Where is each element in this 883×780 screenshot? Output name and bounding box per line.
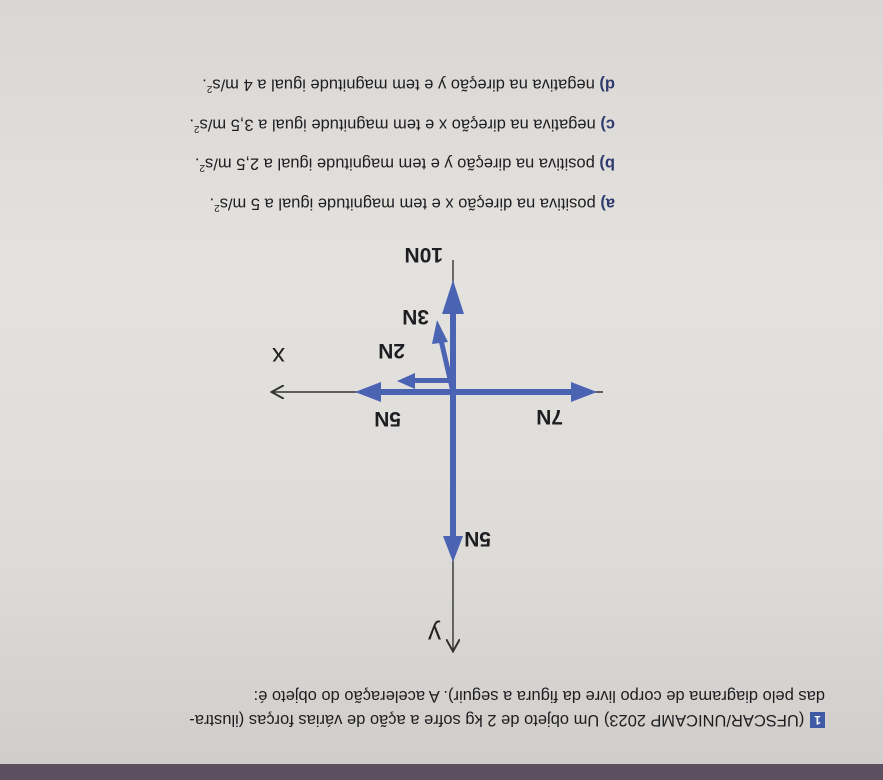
- force-arrow-up-5n: [443, 392, 463, 562]
- option-c-letter: c): [600, 115, 615, 134]
- option-b[interactable]: [15, 146, 615, 186]
- option-b-period: .: [194, 155, 200, 173]
- force-label-up: 5N: [464, 527, 491, 550]
- force-label-down: 10N: [404, 243, 443, 266]
- force-label-right-upper: 2N: [378, 339, 405, 362]
- option-c-period: .: [189, 115, 194, 134]
- question-statement: [45, 684, 825, 732]
- option-a[interactable]: [15, 186, 615, 226]
- option-b-text: positiva na direção y e tem magnitude igual a 2,5 m/s: [205, 155, 595, 173]
- question-text-line-1: (UFSCAR/UNICAMP 2023) Um objeto de 2 kg sofre a ação de várias forças (ilustra-: [189, 711, 805, 729]
- option-c-text: negativa na direção x e tem magnitude igual a 3,5 m/s: [199, 115, 596, 134]
- question-line-1: [45, 708, 825, 732]
- x-axis-label: x: [272, 342, 285, 372]
- force-label-diagonal: 3N: [402, 305, 429, 328]
- force-arrow-right-2n: [397, 373, 453, 389]
- option-d-period: .: [202, 76, 207, 94]
- option-a-text: positiva na direção x e tem magnitude igual a 5 m/s: [219, 194, 596, 213]
- force-arrow-left-7n: [453, 382, 597, 402]
- option-a-letter: a): [600, 194, 615, 213]
- option-d[interactable]: [15, 67, 615, 107]
- force-arrow-down-10n: [442, 280, 464, 392]
- option-c[interactable]: [15, 107, 615, 147]
- option-b-exponent: 2: [199, 162, 206, 174]
- y-axis-label: y: [428, 620, 441, 650]
- photo-edge-strip: [0, 764, 883, 780]
- option-d-text: negativa na direção y e tem magnitude igual a 4 m/s: [212, 76, 595, 94]
- answer-options: [15, 67, 615, 225]
- option-d-exponent: 2: [206, 83, 213, 95]
- option-c-exponent: 2: [193, 123, 200, 134]
- option-d-letter: d): [599, 76, 615, 94]
- free-body-diagram: [243, 230, 603, 660]
- option-a-period: .: [209, 194, 215, 213]
- option-a-exponent: 2: [214, 202, 220, 213]
- force-label-right-lower: 5N: [374, 407, 401, 430]
- option-b-letter: b): [599, 155, 615, 173]
- question-text-line-2: das pelo diagrama de corpo livre da figura a seguir). A aceleração do objeto é:: [253, 687, 825, 705]
- force-label-left: 7N: [536, 405, 563, 428]
- force-arrow-right-5n: [355, 382, 453, 402]
- question-number-badge: 1: [810, 712, 825, 728]
